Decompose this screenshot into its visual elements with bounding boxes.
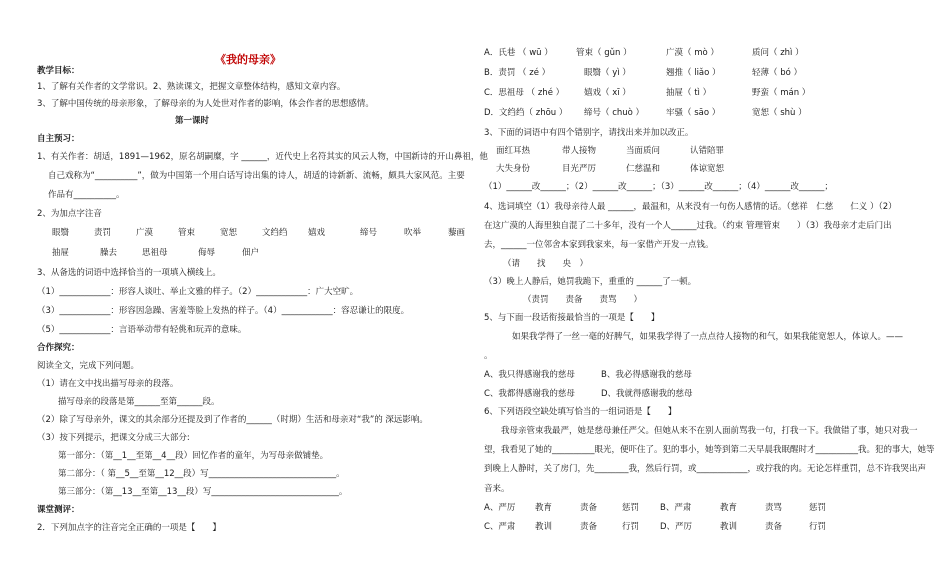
q4-line3: 去，______一位邻舍本家到我家来，每一家借产开发一点钱。 [484, 240, 714, 250]
coop-q2: （2）除了写母亲外，课文的其余部分还提及到了作者的______（时期）生活和母亲对“我”的 深远影响。 [37, 415, 428, 425]
option-text: 抽屉（ tì ） [666, 88, 712, 98]
word: 佃户 [242, 248, 260, 258]
q4-choices-2: （责罚 责备 责骂 ） [523, 295, 643, 305]
preview-q1-line1: 1、有关作者：胡适，1891—1962，原名胡嗣糜，字 ______，近代史上名符其实的风云人物，中国新诗的开山鼻祖，他 [37, 152, 488, 162]
word: 带人接物 [562, 146, 597, 156]
option-text: 教训 [720, 522, 738, 532]
word: 吹举 [404, 228, 422, 238]
preview-q3-b: （3）____________：形容因急躁、害羞等脸上发热的样子。（4）____________：容忍谦让的限度。 [37, 306, 410, 316]
word: 嬉戏 [308, 228, 326, 238]
option-text: B．责罚 （ zé ） [484, 68, 551, 78]
test-heading: 课堂测评： [37, 505, 80, 515]
option-text: 管束（ gǔn ） [576, 48, 632, 58]
option-text: 野蛮（ mán ） [752, 88, 811, 98]
word: 目光严厉 [562, 164, 597, 174]
option-text: 惩罚 [622, 503, 640, 513]
q5-passage-end: 。 [484, 351, 493, 361]
q5-option-d: D、我就得感谢我的慈母 [601, 389, 693, 399]
option-text: 责备 [580, 522, 598, 532]
q5-option-c: C、我都得感谢我的慈母 [484, 389, 575, 399]
preview-q3-c: （5）____________：言语举动带有轻佻和玩弄的意味。 [37, 325, 247, 335]
coop-intro: 阅读全文，完成下列问题。 [37, 361, 140, 371]
word: 思祖母 [142, 248, 168, 258]
preview-q3: 3、从备选的词语中选择恰当的一项填入横线上。 [37, 268, 221, 278]
option-text: D．文绉绉（ zhōu ） [484, 108, 568, 118]
word: 宽恕 [220, 228, 238, 238]
page-title: 《我的母亲》 [215, 53, 281, 66]
option-text: 教育 [720, 503, 738, 513]
preview-q3-a: （1）____________：形容人谈吐、举止文雅的样子。（2）____________：广大空旷。 [37, 287, 359, 297]
option-text: 广漠（ mò ） [666, 48, 719, 58]
q4-line1: 4、选词填空（1）我母亲待人最 ______，最温和，从来没有一句伤人感情的话。（慈祥 仁慈 仁义 ）（2） [484, 202, 897, 212]
q3-text: 3、下面的词语中有四个错别字，请找出来并加以改正。 [484, 128, 694, 138]
option-text: 翘推（ liǎo ） [666, 68, 721, 78]
coop-q3-part1: 第一部分：（第__1__至第__4__段）回忆作者的童年，为写母亲做铺垫。 [58, 451, 329, 461]
option-text: 责备 [580, 503, 598, 513]
preview-q1-line2: 自己戏称为“__________”，做为中国第一个用白话写诗出集的诗人，胡适的诗新新、流畅，颇具大家风范。主要 [48, 171, 465, 181]
option-text: 教育 [535, 503, 553, 513]
word: 体谅宽恕 [690, 164, 725, 174]
q5-text: 5、与下面一段话衔接最恰当的一项是【 】 [484, 313, 660, 323]
goal-line-3: 3、了解中国传统的母亲形象，了解母亲的为人处世对作者的影响，体会作者的思想感情。 [37, 99, 374, 109]
q6-passage-3: 到晚上人静时，关了房门，先________我，然后行罚，或____________，或拧我的肉。无论怎样重罚，总不许我哭出声 [484, 464, 927, 474]
word: 侮辱 [198, 248, 216, 258]
coop-q3: （3）按下列提示，把课文分成三大部分: [37, 433, 190, 443]
option-text: 质问（ zhì ） [752, 48, 804, 58]
correction-line: （1）______改______；（2）______改______；（3）______改______；（4）______改______； [484, 182, 833, 192]
word: 当面质问 [626, 146, 661, 156]
coop-q1-answer: 描写母亲的段落是第______至第______段。 [58, 397, 220, 407]
word: 臊去 [100, 248, 118, 258]
option-text: D、严厉 [660, 522, 693, 532]
word: 责罚 [94, 228, 112, 238]
word: 文绉绉 [262, 228, 288, 238]
word: 管束 [178, 228, 196, 238]
q4-choices-1: （请 找 央 ） [503, 259, 589, 269]
option-text: 嬉戏（ xī ） [584, 88, 631, 98]
option-text: 缔号（ chuò ） [584, 108, 645, 118]
teaching-goals-heading: 教学目标： [37, 66, 80, 76]
word: 面红耳热 [496, 146, 531, 156]
q6-passage-4: 音来。 [484, 484, 510, 494]
word: 广漠 [136, 228, 154, 238]
option-text: A、严厉 [484, 503, 516, 513]
q6-text: 6、下列语段空缺处填写恰当的一组词语是【 】 [484, 407, 677, 417]
q6-passage-1: 我母亲管束我最严，她是慈母兼任严父。但她从来不在别人面前骂我一句，打我一下。我做错了事，她只对我一 [501, 426, 918, 436]
q5-option-b: B、我必得感谢我的慈母 [601, 370, 692, 380]
q5-passage: 如果我学得了一丝一毫的好脾气，如果我学得了一点点待人接物的和气，如果我能宽恕人，体谅人。—— [512, 332, 904, 342]
coop-q1: （1）请在文中找出描写母亲的段落。 [37, 379, 179, 389]
word: 缔号 [360, 228, 378, 238]
q5-option-a: A、我只得感谢我的慈母 [484, 370, 575, 380]
goal-line-1: 1、了解有关作者的文学常识。2、熟读课文，把握文章整体结构，感知文章内容。 [37, 82, 346, 92]
option-text: 责骂 [765, 503, 783, 513]
option-text: C．思祖母 （ zhé ） [484, 88, 565, 98]
coop-q3-part3: 第三部分：（第__13__至第__13__段）写______________________________。 [58, 487, 348, 497]
option-text: 眼翳（ yì ） [584, 68, 631, 78]
word: 藜画 [448, 228, 466, 238]
option-text: 责备 [765, 522, 783, 532]
preview-q1-line3: 作品有__________。 [48, 190, 125, 200]
coop-q3-part2: 第二部分：（ 第__5__至第__12__段）写______________________________。 [58, 469, 345, 479]
preview-heading: 自主预习： [37, 134, 80, 144]
word: 仁慈温和 [626, 164, 661, 174]
test-q2: 2．下列加点字的注音完全正确的一项是【 】 [37, 523, 221, 533]
option-text: A．氏巷 （ wū ） [484, 48, 553, 58]
q4-line2: 在这广漠的人海里独自混了二十多年，没有一个人______过我。（约束 管理管束 ）（3）我母亲才走后门出 [484, 221, 892, 231]
option-text: 惩罚 [809, 503, 827, 513]
option-text: C、严肃 [484, 522, 516, 532]
q4-line4: （3）晚上人静后，她罚我跪下，重重的 ______了一顿。 [484, 277, 697, 287]
word: 大失身份 [496, 164, 531, 174]
option-text: B、严肃 [660, 503, 692, 513]
lesson-heading: 第一课时 [175, 116, 210, 126]
option-text: 行罚 [809, 522, 827, 532]
option-text: 宽恕（ shù ） [752, 108, 807, 118]
option-text: 教训 [535, 522, 553, 532]
option-text: 行罚 [622, 522, 640, 532]
preview-q2: 2、为加点字注音 [37, 209, 102, 219]
option-text: 轻薄（ bó ） [752, 68, 803, 78]
word: 认错陪罪 [690, 146, 725, 156]
option-text: 牢骚（ sāo ） [666, 108, 721, 118]
q6-passage-2: 望，我看见了她的__________眼光，便吓住了。犯的事小，她等到第二天早晨我眠醒时才__________我。犯的事大，她等 [484, 445, 935, 455]
coop-heading: 合作探究： [37, 343, 80, 353]
word: 眼翳 [52, 228, 70, 238]
word: 抽屉 [52, 248, 70, 258]
